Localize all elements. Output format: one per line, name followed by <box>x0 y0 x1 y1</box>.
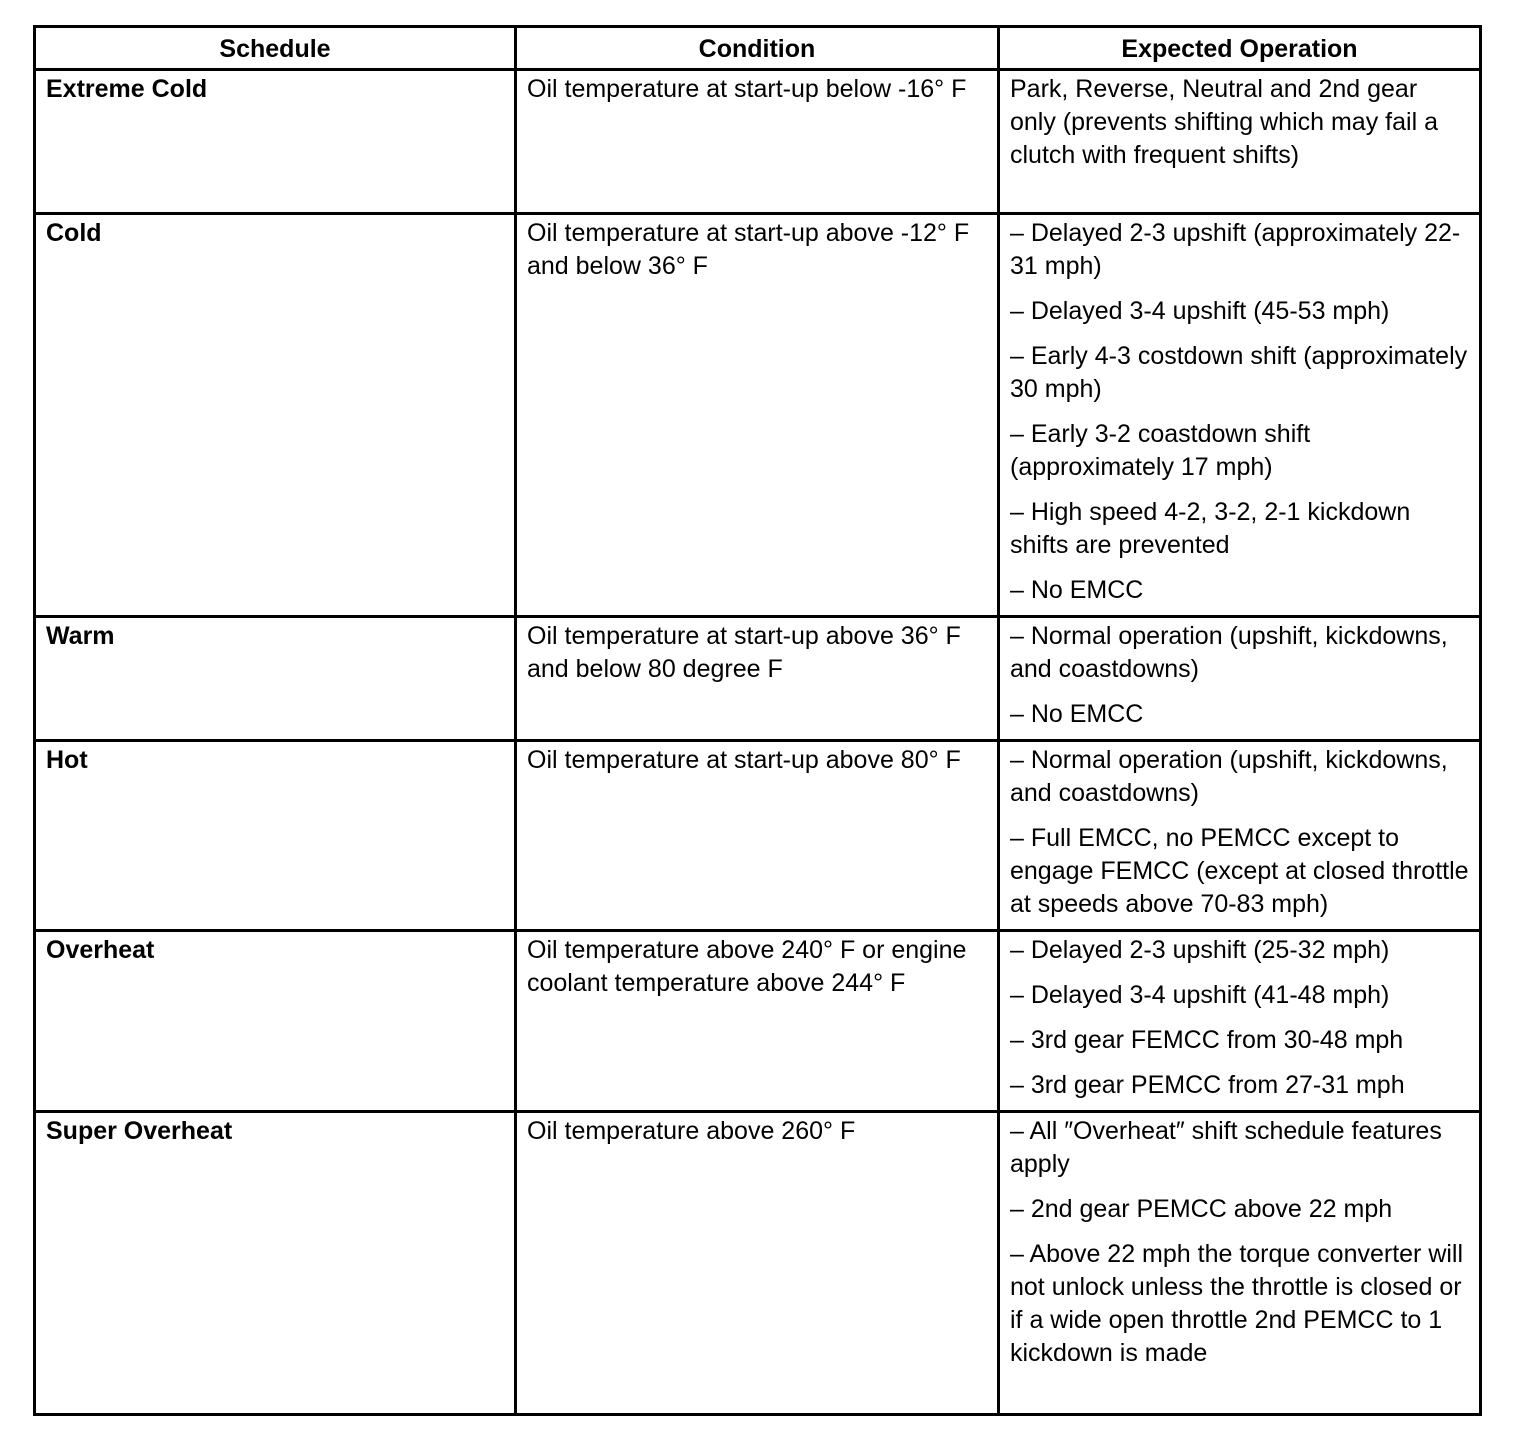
schedule-name: Super Overheat <box>35 1112 516 1415</box>
operation-item: – Normal operation (upshift, kickdowns, and coastdowns) <box>1010 622 1448 683</box>
table-row <box>35 741 1481 931</box>
operation-item: – 3rd gear PEMCC from 27-31 mph <box>1010 1071 1405 1099</box>
operation-item: – Normal operation (upshift, kickdowns, and coastdowns) <box>1010 746 1448 807</box>
schedule-name: Hot <box>35 741 516 931</box>
condition-text: Oil temperature at start-up below -16° F <box>516 70 999 214</box>
header-expected-operation: Expected Operation <box>999 27 1481 70</box>
expected-operation-cell <box>999 931 1481 1112</box>
schedule-name: Warm <box>35 617 516 741</box>
condition-text: Oil temperature at start-up above 80° F <box>516 741 999 931</box>
expected-operation-cell <box>999 70 1481 214</box>
operation-item: – All ″Overheat″ shift schedule features apply <box>1010 1117 1442 1178</box>
operation-item: – 2nd gear PEMCC above 22 mph <box>1010 1195 1393 1223</box>
table-row <box>35 214 1481 617</box>
operation-item: – Early 4-3 costdown shift (approximately 30 mph) <box>1010 342 1468 403</box>
operation-item: – Delayed 3-4 upshift (45-53 mph) <box>1010 297 1390 325</box>
condition-text: Oil temperature at start-up above -12° F and below 36° F <box>516 214 999 617</box>
operation-item: – 3rd gear FEMCC from 30-48 mph <box>1010 1026 1404 1054</box>
operation-item: Park, Reverse, Neutral and 2nd gear only (prevents shifting which may fail a clutch with frequent shifts) <box>1010 75 1438 169</box>
operation-item: – Delayed 2-3 upshift (approximately 22-31 mph) <box>1010 219 1461 280</box>
condition-text: Oil temperature above 260° F <box>516 1112 999 1415</box>
table-row <box>35 1112 1481 1415</box>
operation-item: – No EMCC <box>1010 700 1144 728</box>
table-header-row <box>35 27 1481 70</box>
operation-item: – Early 3-2 coastdown shift (approximately 17 mph) <box>1010 420 1311 481</box>
operation-item: – No EMCC <box>1010 576 1144 604</box>
schedule-name: Extreme Cold <box>35 70 516 214</box>
condition-text: Oil temperature above 240° F or engine coolant temperature above 244° F <box>516 931 999 1112</box>
condition-text: Oil temperature at start-up above 36° F and below 80 degree F <box>516 617 999 741</box>
header-condition: Condition <box>516 27 999 70</box>
schedule-name: Cold <box>35 214 516 617</box>
expected-operation-cell <box>999 741 1481 931</box>
shift-schedule-table <box>33 25 1482 1416</box>
table-row <box>35 617 1481 741</box>
expected-operation-cell <box>999 617 1481 741</box>
operation-item: – High speed 4-2, 3-2, 2-1 kickdown shifts are prevented <box>1010 498 1411 559</box>
operation-item: – Delayed 2-3 upshift (25-32 mph) <box>1010 936 1390 964</box>
table-row <box>35 931 1481 1112</box>
header-schedule: Schedule <box>35 27 516 70</box>
expected-operation-cell <box>999 214 1481 617</box>
table-row <box>35 70 1481 214</box>
operation-item: – Above 22 mph the torque converter will not unlock unless the throttle is closed or if a wide open throttle 2nd PEMCC to 1 kickdown is made <box>1010 1240 1464 1367</box>
expected-operation-cell <box>999 1112 1481 1415</box>
schedule-name: Overheat <box>35 931 516 1112</box>
operation-item: – Full EMCC, no PEMCC except to engage FEMCC (except at closed throttle at speeds above 70-83 mph) <box>1010 824 1469 918</box>
operation-item: – Delayed 3-4 upshift (41-48 mph) <box>1010 981 1390 1009</box>
